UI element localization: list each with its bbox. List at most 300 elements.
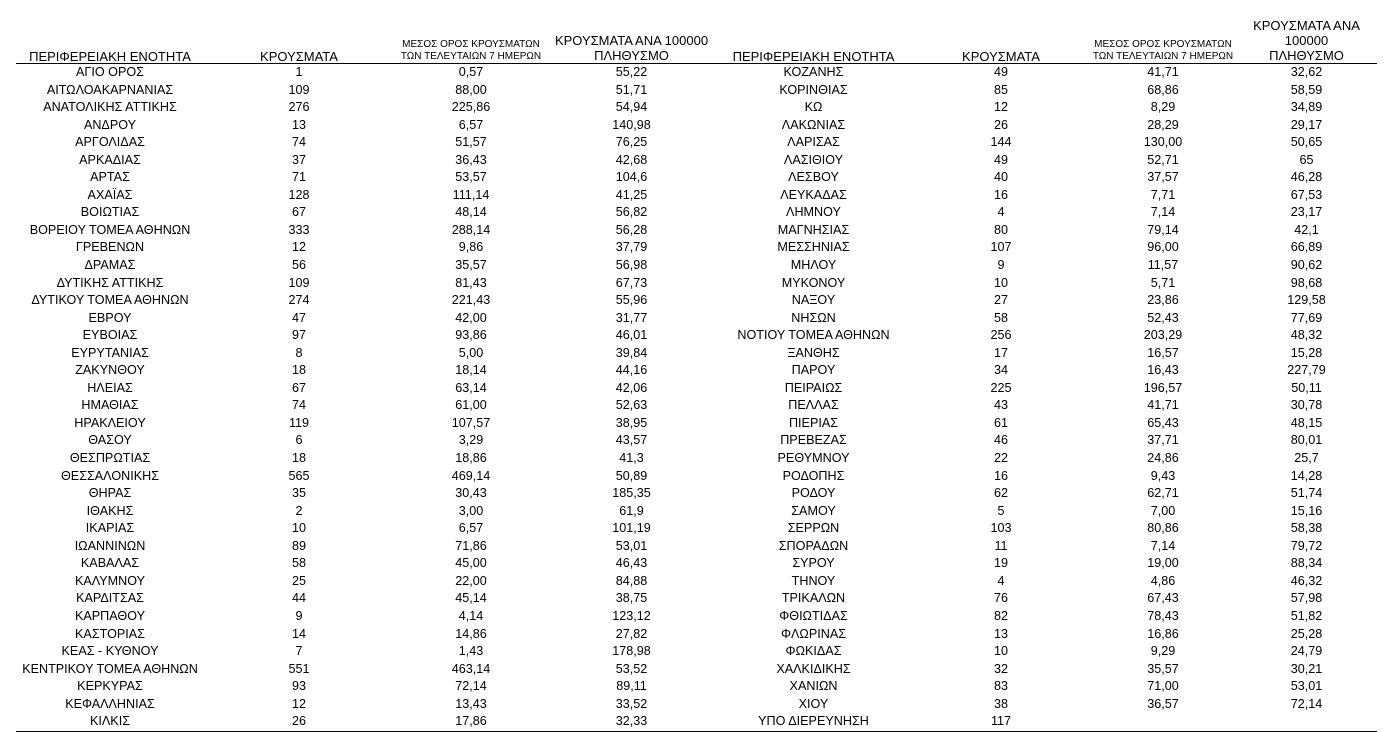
left-region-cell: ΑΡΓΟΛΙΔΑΣ [75,135,145,150]
table-body [16,64,1377,732]
left-avg7-cell: 81,43 [455,275,487,290]
left-per100k-cell: 44,16 [615,363,648,378]
right-region-cell: ΛΑΣΙΘΙΟΥ [783,152,844,167]
left-region-cell: ΚΑΡΠΑΘΟΥ [74,608,145,623]
header-region-left: ΠΕΡΙΦΕΡΕΙΑΚΗ ΕΝΟΤΗΤΑ [16,18,204,64]
left-region-cell: ΚΑΛΥΜΝΟΥ [74,573,146,588]
left-region-cell: ΘΕΣΠΡΩΤΙΑΣ [69,451,151,466]
right-region-cell: ΚΟΖΑΝΗΣ [783,65,844,79]
right-per100k-cell: 51,82 [1290,608,1323,623]
right-region-cell: ΥΠΟ ΔΙΕΡΕΥΝΗΣΗ [715,713,912,731]
left-region-cell: ΚΕΦΑΛΛΗΝΙΑΣ [65,696,155,711]
left-cases-cell: 58 [291,556,306,571]
right-cases-cell: 19 [993,556,1008,571]
table-row [16,432,1377,450]
right-avg7-cell: 7,71 [1150,187,1176,202]
left-region-cell: ΑΡΤΑΣ [90,170,130,185]
left-cases-cell: 56 [291,258,306,273]
right-per100k-cell: 77,69 [1290,310,1323,325]
right-avg7-cell: 196,57 [1143,380,1183,395]
right-cases-cell: 10 [993,275,1008,290]
table-row [16,275,1377,293]
left-avg7-cell: 6,57 [458,117,484,132]
left-cases-cell: 26 [204,713,394,731]
right-avg7-cell: 35,57 [1147,661,1179,676]
header-avg-right [1090,18,1236,64]
left-per100k-cell: 46,43 [615,556,648,571]
left-region-cell: ΖΑΚΥΝΘΟΥ [75,363,145,378]
right-region-cell: ΡΟΔΟΠΗΣ [782,468,845,483]
table-row [16,380,1377,398]
right-region-cell: ΛΑΡΙΣΑΣ [787,135,840,150]
table-row [16,678,1377,696]
right-per100k-cell: 67,53 [1290,187,1323,202]
left-region-cell: ΑΝΔΡΟΥ [83,117,137,132]
left-per100k-cell: 41,3 [619,451,644,466]
right-cases-cell: 83 [993,679,1008,694]
right-region-cell: ΛΑΚΩΝΙΑΣ [781,117,846,132]
left-cases-cell: 1 [295,65,303,79]
right-avg7-cell: 36,57 [1147,696,1179,711]
right-avg7-cell: 62,71 [1147,486,1179,501]
left-region-cell: ΕΥΒΟΙΑΣ [82,328,138,343]
right-per100k-cell: 30,21 [1290,661,1323,676]
right-avg7-cell: 79,14 [1147,222,1179,237]
right-avg7-cell: 8,29 [1150,100,1176,115]
left-avg7-cell: 5,00 [458,345,484,360]
left-region-cell: ΙΩΑΝΝΙΝΩΝ [74,538,146,553]
right-region-cell: ΚΩ [804,100,823,115]
right-avg7-cell: 41,71 [1147,398,1179,413]
right-cases-cell: 103 [990,521,1012,536]
right-avg7-cell: 52,43 [1147,310,1179,325]
left-cases-cell: 12 [291,696,306,711]
table-row [16,590,1377,608]
table-row [16,345,1377,363]
left-region-cell: ΔΡΑΜΑΣ [84,258,136,273]
right-cases-cell: 61 [993,415,1008,430]
left-avg7-cell: 3,00 [458,503,484,518]
left-region-cell: ΚΙΛΚΙΣ [16,713,204,731]
header-region-right: ΠΕΡΙΦΕΡΕΙΑΚΗ ΕΝΟΤΗΤΑ [715,18,912,64]
header-per-left-line2: ΠΛΗΘΥΣΜΟ [594,48,669,63]
left-avg7-cell: 61,00 [455,398,487,413]
left-avg7-cell: 0,57 [458,65,484,79]
left-avg7-cell: 1,43 [458,644,484,659]
table-row [16,661,1377,679]
right-region-cell: ΧΑΛΚΙΔΙΚΗΣ [776,661,851,676]
left-per100k-cell: 51,71 [615,82,648,97]
right-per100k-cell: 58,38 [1290,521,1323,536]
left-avg7-cell: 6,57 [458,521,484,536]
left-avg7-cell: 17,86 [394,713,548,731]
right-region-cell: ΠΙΕΡΙΑΣ [788,415,839,430]
table-row [16,292,1377,310]
right-per100k-cell: 48,32 [1290,328,1323,343]
left-per100k-cell: 39,84 [615,345,648,360]
header-cases-right: ΚΡΟΥΣΜΑΤΑ [912,18,1090,64]
cases-table [16,18,1377,732]
left-per100k-cell: 38,95 [615,415,648,430]
right-per100k-cell: 72,14 [1290,696,1323,711]
right-cases-cell: 16 [993,187,1008,202]
right-avg7-cell: 71,00 [1147,679,1179,694]
right-cases-cell: 4 [997,573,1005,588]
right-region-cell: ΛΕΥΚΑΔΑΣ [780,187,847,202]
table-row [16,696,1377,714]
right-per100k-cell: 46,32 [1290,573,1323,588]
left-per100k-cell: 178,98 [612,644,651,659]
table-row [16,397,1377,415]
right-cases-cell: 49 [993,152,1008,167]
right-region-cell: ΜΥΚΟΝΟΥ [781,275,846,290]
header-per-right-line1: ΚΡΟΥΣΜΑΤΑ ΑΝΑ 100000 [1253,18,1360,48]
right-region-cell: ΠΕΙΡΑΙΩΣ [784,380,843,395]
header-row [16,18,1377,64]
left-cases-cell: 37 [291,152,306,167]
table-row [16,608,1377,626]
right-region-cell: ΛΕΣΒΟΥ [788,170,839,185]
left-per100k-cell: 55,96 [615,293,648,308]
right-region-cell: ΦΩΚΙΔΑΣ [785,644,842,659]
table-row [16,310,1377,328]
left-cases-cell: 13 [291,117,306,132]
right-per100k-cell: 80,01 [1290,433,1323,448]
right-region-cell: ΞΑΝΘΗΣ [787,345,840,360]
left-region-cell: ΒΟΙΩΤΙΑΣ [80,205,140,220]
right-avg7-cell: 52,71 [1147,152,1179,167]
left-region-cell: ΑΓΙΟ ΟΡΟΣ [76,65,144,79]
left-avg7-cell: 111,14 [452,187,490,202]
left-avg7-cell: 18,14 [455,363,487,378]
right-per100k-cell: 50,65 [1290,135,1323,150]
left-cases-cell: 7 [295,644,303,659]
right-cases-cell: 16 [993,468,1008,483]
header-per-right-line2: ΠΛΗΘΥΣΜΟ [1269,48,1344,63]
left-region-cell: ΚΕΡΚΥΡΑΣ [77,679,143,694]
right-avg7-cell: 96,00 [1147,240,1179,255]
left-avg7-cell: 14,86 [455,626,487,641]
right-region-cell: ΜΑΓΝΗΣΙΑΣ [777,222,850,237]
header-cases-left: ΚΡΟΥΣΜΑΤΑ [204,18,394,64]
right-cases-cell: 34 [993,363,1008,378]
table-row [16,327,1377,345]
right-region-cell: ΝΟΤΙΟΥ ΤΟΜΕΑ ΑΘΗΝΩΝ [737,328,890,343]
right-avg7-cell: 37,57 [1147,170,1179,185]
left-avg7-cell: 45,00 [455,556,487,571]
left-cases-cell: 9 [295,608,303,623]
right-per100k-cell: 90,62 [1290,258,1323,273]
left-region-cell: ΘΑΣΟΥ [88,433,132,448]
right-per100k-cell: 15,16 [1290,503,1323,518]
right-avg7-cell [1090,713,1236,731]
right-per100k-cell: 65 [1299,152,1314,167]
table-row [16,362,1377,380]
right-cases-cell: 27 [993,293,1008,308]
right-region-cell: ΧΙΟΥ [798,696,829,711]
right-per100k-cell: 30,78 [1290,398,1323,413]
table-row [16,538,1377,556]
right-region-cell: ΣΠΟΡΑΔΩΝ [778,538,849,553]
right-cases-cell: 85 [993,82,1008,97]
left-cases-cell: 44 [291,591,306,606]
right-per100k-cell: 34,89 [1290,100,1323,115]
header-avg-left-line1: ΜΕΣΟΣ ΟΡΟΣ ΚΡΟΥΣΜΑΤΩΝ [402,39,540,50]
right-per100k-cell: 50,11 [1291,380,1322,395]
right-avg7-cell: 9,29 [1150,644,1176,659]
left-region-cell: ΔΥΤΙΚΗΣ ΑΤΤΙΚΗΣ [56,275,164,290]
left-cases-cell: 14 [291,626,306,641]
right-avg7-cell: 7,14 [1150,538,1176,553]
header-avg-left-line2: ΤΩΝ ΤΕΛΕΥΤΑΙΩΝ 7 ΗΜΕΡΩΝ [400,51,542,62]
left-per100k-cell: 53,01 [615,538,648,553]
right-avg7-cell: 130,00 [1143,135,1183,150]
left-region-cell: ΚΑΣΤΟΡΙΑΣ [75,626,145,641]
left-region-cell: ΚΕΝΤΡΙΚΟΥ ΤΟΜΕΑ ΑΘΗΝΩΝ [22,661,198,676]
right-cases-cell: 62 [993,486,1008,501]
table-row [16,152,1377,170]
right-avg7-cell: 37,71 [1147,433,1179,448]
left-avg7-cell: 93,86 [455,328,487,343]
right-avg7-cell: 7,14 [1150,205,1176,220]
left-cases-cell: 74 [291,135,306,150]
right-cases-cell: 82 [993,608,1008,623]
left-region-cell: ΕΥΡΥΤΑΝΙΑΣ [71,345,149,360]
left-per100k-cell: 27,82 [615,626,648,641]
right-region-cell: ΠΡΕΒΕΖΑΣ [780,433,847,448]
left-region-cell: ΗΜΑΘΙΑΣ [81,398,139,413]
right-per100k-cell: 24,79 [1290,644,1323,659]
left-region-cell: ΕΒΡΟΥ [88,310,132,325]
table-row [16,643,1377,661]
left-avg7-cell: 30,43 [455,486,487,501]
left-cases-cell: 97 [291,328,306,343]
right-avg7-cell: 4,86 [1150,573,1176,588]
right-cases-cell: 38 [993,696,1008,711]
right-per100k-cell: 14,28 [1290,468,1323,483]
left-cases-cell: 8 [295,345,303,360]
left-cases-cell: 551 [288,661,310,676]
right-cases-cell: 144 [990,135,1012,150]
right-avg7-cell: 78,43 [1147,608,1179,623]
right-per100k-cell: 46,28 [1290,170,1323,185]
right-region-cell: ΚΟΡΙΝΘΙΑΣ [779,82,848,97]
left-per100k-cell: 53,52 [615,661,648,676]
right-per100k-cell: 66,89 [1290,240,1323,255]
header-per-left [548,18,715,64]
right-per100k-cell: 29,17 [1290,117,1323,132]
left-per100k-cell: 104,6 [615,170,648,185]
left-cases-cell: 25 [291,573,306,588]
header-avg-right-line2: ΤΩΝ ΤΕΛΕΥΤΑΙΩΝ 7 ΗΜΕΡΩΝ [1092,51,1234,62]
right-per100k-cell: 79,72 [1290,538,1323,553]
right-region-cell: ΦΘΙΩΤΙΔΑΣ [779,608,848,623]
left-per100k-cell: 43,57 [615,433,648,448]
left-region-cell: ΑΡΚΑΔΙΑΣ [79,152,141,167]
table-row [16,485,1377,503]
left-cases-cell: 89 [291,538,306,553]
right-cases-cell: 11 [994,538,1008,553]
right-cases-cell: 22 [993,451,1008,466]
right-per100k-cell: 58,59 [1290,82,1323,97]
right-cases-cell: 5 [997,503,1005,518]
left-per100k-cell: 50,89 [615,468,648,483]
header-avg-left [394,18,548,64]
right-per100k-cell: 57,98 [1290,591,1323,606]
left-cases-cell: 18 [291,363,306,378]
right-avg7-cell: 28,29 [1147,117,1179,132]
left-avg7-cell: 9,86 [458,240,484,255]
right-region-cell: ΝΑΞΟΥ [791,293,836,308]
right-avg7-cell: 80,86 [1147,521,1179,536]
left-avg7-cell: 48,14 [455,205,487,220]
right-region-cell: ΤΗΝΟΥ [791,573,836,588]
table-row [16,99,1377,117]
left-avg7-cell: 63,14 [455,380,487,395]
left-cases-cell: 109 [288,275,310,290]
left-avg7-cell: 469,14 [451,468,491,483]
left-per100k-cell: 56,98 [615,258,648,273]
table-row [16,169,1377,187]
table-row [16,573,1377,591]
right-per100k-cell: 227,79 [1287,363,1326,378]
right-cases-cell: 225 [990,380,1012,395]
left-cases-cell: 274 [288,293,310,308]
right-cases-cell: 17 [993,345,1008,360]
right-avg7-cell: 16,57 [1147,345,1179,360]
left-avg7-cell: 22,00 [455,573,487,588]
left-cases-cell: 119 [288,415,310,430]
right-region-cell: ΠΕΛΛΑΣ [788,398,839,413]
right-avg7-cell: 68,86 [1147,82,1179,97]
right-per100k-cell: 32,62 [1290,65,1323,79]
right-per100k-cell: 15,28 [1290,345,1323,360]
left-per100k-cell: 54,94 [615,100,648,115]
left-avg7-cell: 45,14 [455,591,487,606]
right-cases-cell: 107 [990,240,1012,255]
left-region-cell: ΒΟΡΕΙΟΥ ΤΟΜΕΑ ΑΘΗΝΩΝ [29,222,191,237]
left-avg7-cell: 225,86 [451,100,491,115]
right-avg7-cell: 9,43 [1150,468,1176,483]
left-per100k-cell: 61,9 [619,503,644,518]
table-row [16,82,1377,100]
left-per100k-cell: 101,19 [612,521,651,536]
right-avg7-cell: 19,00 [1147,556,1179,571]
right-avg7-cell: 16,86 [1147,626,1179,641]
table-row [16,187,1377,205]
left-per100k-cell: 123,12 [612,608,651,623]
right-cases-cell: 76 [993,591,1008,606]
left-cases-cell: 12 [291,240,306,255]
left-per100k-cell: 32,33 [548,713,715,731]
left-per100k-cell: 42,06 [615,380,648,395]
right-per100k-cell: 42,1 [1294,222,1319,237]
left-per100k-cell: 185,35 [612,486,651,501]
left-cases-cell: 6 [295,433,303,448]
left-region-cell: ΑΝΑΤΟΛΙΚΗΣ ΑΤΤΙΚΗΣ [43,100,177,115]
right-region-cell: ΣΑΜΟΥ [791,503,836,518]
left-cases-cell: 276 [288,100,310,115]
left-cases-cell: 35 [291,486,306,501]
table-row [16,626,1377,644]
right-region-cell: ΜΗΛΟΥ [790,258,837,273]
left-avg7-cell: 88,00 [455,82,487,97]
right-per100k-cell: 25,28 [1290,626,1323,641]
left-region-cell: ΙΘΑΚΗΣ [86,503,134,518]
right-avg7-cell: 16,43 [1147,363,1179,378]
right-cases-cell: 26 [993,117,1008,132]
left-avg7-cell: 53,57 [455,170,487,185]
right-avg7-cell: 67,43 [1147,591,1179,606]
right-avg7-cell: 7,00 [1150,503,1176,518]
right-region-cell: ΜΕΣΣΗΝΙΑΣ [777,240,850,255]
left-cases-cell: 71 [291,170,306,185]
left-cases-cell: 18 [291,451,306,466]
right-region-cell: ΣΕΡΡΩΝ [787,521,840,536]
right-cases-cell: 10 [993,644,1008,659]
header-avg-right-line1: ΜΕΣΟΣ ΟΡΟΣ ΚΡΟΥΣΜΑΤΩΝ [1094,39,1232,50]
left-avg7-cell: 463,14 [451,661,491,676]
right-cases-cell: 117 [912,713,1090,731]
left-region-cell: ΚΑΡΔΙΤΣΑΣ [76,591,144,606]
table-row [16,713,1377,731]
right-avg7-cell: 24,86 [1147,451,1179,466]
left-per100k-cell: 41,25 [615,187,648,202]
covid-cases-sheet [16,18,1377,732]
left-avg7-cell: 72,14 [455,679,487,694]
right-region-cell: ΡΕΘΥΜΝΟΥ [777,451,850,466]
left-region-cell: ΗΛΕΙΑΣ [87,380,133,395]
left-cases-cell: 93 [291,679,306,694]
right-per100k-cell: 98,68 [1290,275,1323,290]
left-cases-cell: 47 [291,310,306,325]
right-per100k-cell [1236,713,1377,731]
table-row [16,64,1377,82]
right-cases-cell: 43 [993,398,1008,413]
left-cases-cell: 333 [288,222,310,237]
header-per-right [1236,18,1377,64]
left-avg7-cell: 18,86 [455,451,487,466]
left-region-cell: ΑΙΤΩΛΟΑΚΑΡΝΑΝΙΑΣ [46,82,174,97]
left-per100k-cell: 42,68 [615,152,648,167]
left-cases-cell: 67 [291,380,306,395]
right-region-cell: ΤΡΙΚΑΛΩΝ [781,591,846,606]
right-per100k-cell: 51,74 [1290,486,1323,501]
left-region-cell: ΚΑΒΑΛΑΣ [80,556,140,571]
right-avg7-cell: 11,57 [1147,258,1179,273]
left-per100k-cell: 56,82 [615,205,648,220]
left-avg7-cell: 51,57 [455,135,487,150]
right-avg7-cell: 65,43 [1147,415,1179,430]
table-row [16,117,1377,135]
left-cases-cell: 10 [291,521,306,536]
left-per100k-cell: 37,79 [615,240,648,255]
left-per100k-cell: 46,01 [615,328,648,343]
table-row [16,555,1377,573]
right-avg7-cell: 203,29 [1143,328,1183,343]
table-row [16,239,1377,257]
left-avg7-cell: 36,43 [455,152,487,167]
right-cases-cell: 4 [997,205,1005,220]
right-cases-cell: 13 [993,626,1008,641]
right-cases-cell: 12 [993,100,1008,115]
left-avg7-cell: 221,43 [451,293,491,308]
table-row [16,450,1377,468]
right-per100k-cell: 23,17 [1290,205,1323,220]
left-per100k-cell: 31,77 [615,310,648,325]
right-cases-cell: 40 [993,170,1008,185]
right-cases-cell: 80 [993,222,1008,237]
